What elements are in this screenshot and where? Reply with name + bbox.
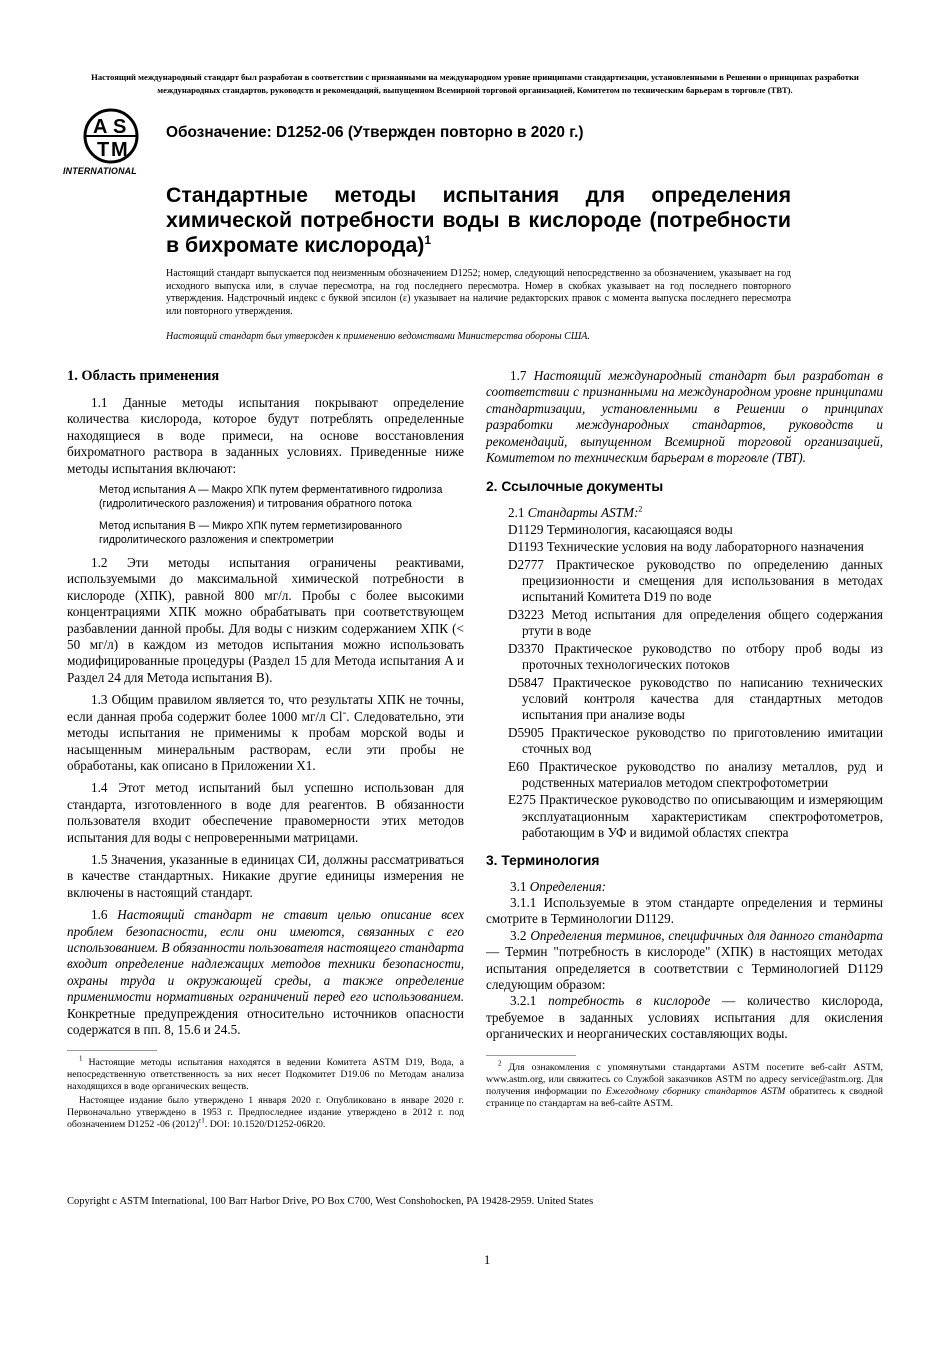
footnote-divider (67, 1050, 157, 1051)
standards-notice: Настоящий международный стандарт был разработан в соответствии с признанными на международном уровне принципами стандартизации, установленными в Решении о принципах разработки международных стандартов, руководств и рекомендаций, выпущенном Всемирной торговой организацией, Комитетом по техническим барьерам в торговле (ТВТ). (91, 72, 859, 95)
reference-item: D5905 Практическое руководство по приготовлению имитации сточных вод (508, 724, 883, 757)
paragraph-3-1 (486, 879, 883, 895)
svg-text:T: T (97, 139, 110, 161)
reference-item: D3223 Метод испытания для определения общего содержания ртути в воде (508, 606, 883, 639)
title-text: Стандартные методы испытания для определения химической потребности воды в кислороде (потребности в бихромате кислорода) (166, 183, 791, 257)
footnote-1-edition (67, 1095, 464, 1131)
paragraph-1-5: 1.5 Значения, указанные в единицах СИ, должны рассматриваться в качестве стандартных. Никакие другие единицы измерения не включены в настоящий стандарт. (67, 851, 464, 900)
footnote-2-italic: Ежегодному сборнику стандартов ASTM (605, 1085, 786, 1097)
paragraph-3-1-title: Определения: (529, 878, 606, 894)
section-1-heading: 1. Область применения (67, 368, 220, 384)
astm-logo (63, 106, 163, 178)
astm-logo-icon (63, 106, 159, 166)
reference-item: D1193 Технические условия на воду лабораторного назначения (508, 539, 864, 555)
left-column (67, 368, 464, 1133)
footnote-1 (67, 1057, 464, 1093)
footnote-1-doi: . DOI: 10.1520/D1252-06R20. (204, 1119, 326, 1131)
title-footnote-mark: 1 (424, 232, 432, 247)
paragraph-3-1-number: 3.1 (510, 878, 527, 894)
paragraph-3-2-1-number: 3.2.1 (510, 993, 537, 1009)
designation: Обозначение: D1252-06 (Утвержден повторно в 2020 г.) (166, 124, 584, 141)
logo-caption: INTERNATIONAL (63, 166, 137, 176)
paragraph-1-6-italic: Настоящий стандарт не ставит целью описание всех проблем безопасности, если они имеются, связанных с его использованием. В обязанности пользователя настоящего стандарта входит определение надлежащих методов техники безопасности, охраны труда и окружающей среды, а также определение применимости нормативных ограничений перед его использованием. (67, 907, 465, 1005)
subsection-2-1 (508, 505, 883, 521)
paragraph-1-6 (67, 907, 464, 1038)
paragraph-1-4: 1.4 Этот метод испытаний был успешно использован для стандарта, изготовленного в воде для реагентов. В обязанности пользователя входит обеспечение правомерности этих методов испытания для воды с непроверенными матрицами. (67, 780, 464, 845)
chloride-sup: - (342, 706, 347, 719)
paragraph-1-6-rest: Конкретные предупреждения относительно источников опасности содержатся в пп. 8, 15.6 и 24.5. (67, 1005, 464, 1037)
paragraph-3-2-1-term: потребность в кислороде (548, 993, 711, 1009)
section-2-heading: 2. Ссылочные документы (486, 479, 664, 495)
footnote-1-edition-text: Настоящее издание было утверждено 1 января 2020 г. Опубликовано в январе 2020 г. Первоначально утверждено в 1953 г. Предпоследнее издание утверждено в 2012 г. под обозначением D1252 -06 (2012) (67, 1095, 464, 1131)
footnote-2 (486, 1059, 884, 1110)
reference-item: D5847 Практическое руководство по написанию технических условий контроля качества для стандартных методов испытания при анализе воды (508, 674, 883, 723)
svg-text:S: S (113, 116, 127, 138)
paragraph-3-2-rest: — Термин "потребность в кислороде" (ХПК) в настоящих методах испытания определяется в соответствии с Терминологией D1129 следующим образом: (486, 944, 883, 992)
right-column (486, 368, 883, 1112)
svg-text:A: A (93, 116, 108, 138)
paragraph-1-7-italic: Настоящий международный стандарт был разработан в соответствии с признанными на международном уровне принципами стандартизации, установленными в Решении о принципах разработки международных стандартов, руководств и рекомендаций, выпущенном Всемирной торговой организацией, Комитетом по техническим барьерам в торговле (ТВТ). (486, 368, 883, 466)
paragraph-1-3 (67, 692, 464, 774)
subsection-2-1-title: Стандарты ASTM: (527, 505, 639, 521)
reference-list (508, 505, 883, 841)
epsilon-sup: ε1 (198, 1117, 205, 1126)
paragraph-1-3-text: 1.3 Общим правилом является то, что результаты ХПК не точны, если данная проба содержит более 1000 мг/л Cl (67, 692, 464, 724)
approval-note: Настоящий стандарт был утвержден к применению ведомствами Министерства обороны США. (166, 331, 590, 342)
reference-item: E60 Практическое руководство по анализу металлов, руд и родственных материалов методом спектрофотометрии (508, 758, 883, 790)
document-title (166, 183, 791, 258)
reference-item: E275 Практическое руководство по описывающим и измеряющим эксплуатационным характеристикам спектрофотометров, работающим в УФ и видимой областях спектра (508, 792, 883, 841)
reference-item: D3370 Практическое руководство по отбору проб воды из проточных технологических потоков (508, 640, 883, 673)
paragraph-3-2-number: 3.2 (510, 927, 527, 943)
intro-paragraph: Настоящий стандарт выпускается под неизменным обозначением D1252; номер, следующий непосредственно за обозначением, указывает на год исходного выпуска или, в случае пересмотра, на год последнего пересмотра. Номер в скобках указывает на год последнего повторного утверждения. Надстрочный индекс с буквой эпсилон (ε) указывает на наличие редакторских правок с момента выпуска последнего пересмотра или повторного утверждения. (166, 268, 791, 317)
paragraph-3-1-1: 3.1.1 Используемые в этом стандарте определения и термины смотрите в Терминологии D1129. (486, 894, 883, 927)
subsection-2-1-number: 2.1 (508, 505, 525, 521)
footnote-2-mark-ref: 2 (638, 505, 643, 515)
footnote-1-text: Настоящие методы испытания находятся в ведении Комитета ASTM D19, Вода, а непосредственную ответственность за них несет Подкомитет D19.06 по Методам анализа находящихся в воде органических веществ. (67, 1057, 464, 1093)
paragraph-1-7 (486, 368, 883, 466)
paragraph-3-2-1-definition: — количество кислорода, требуемое в заданных условиях испытания для окисления органических и неорганических составляющих воды. (486, 993, 883, 1042)
footnote-2-text: Для ознакомления с упомянутыми стандартами ASTM посетите веб-сайт ASTM, www.astm.org, или свяжитесь со Службой заказчиков ASTM по адресу service@astm.org. Для получения информации по (486, 1061, 884, 1097)
paragraph-1-7-number: 1.7 (510, 368, 527, 383)
copyright-line: Copyright с ASTM International, 100 Barr Harbor Drive, PO Box C700, West Conshohocken, PA 19428-2959. United States (67, 1196, 594, 1207)
footnote-1-mark: 1 (79, 1055, 83, 1064)
paragraph-1-3-text-end: . Следовательно, эти методы испытания не применимы к пробам морской воды и насыщенным минеральным растворам, если эти пробы не обработаны, как описано в Приложении X1. (67, 708, 464, 773)
paragraph-1-6-number: 1.6 (91, 907, 108, 923)
svg-text:M: M (111, 139, 128, 161)
footnote-divider (486, 1055, 576, 1056)
page-number: 1 (484, 1253, 491, 1267)
footnote-2-text-end: обратитесь к сводной странице по стандартам на веб-сайте ASTM. (486, 1085, 883, 1109)
reference-item: D1129 Терминология, касающаяся воды (508, 521, 733, 537)
paragraph-3-2-title: Определения терминов, специфичных для данного стандарта (530, 927, 884, 943)
paragraph-1-1: 1.1 Данные методы испытания покрывают определение количества кислорода, которое будут потреблять определенные находящиеся в воде примеси, на основе восстановления бихроматного раствора в заданных условиях. Приведенные ниже методы испытания включают: (67, 395, 464, 476)
section-3-heading: 3. Терминология (486, 852, 600, 868)
paragraph-1-2: 1.2 Эти методы испытания ограничены реактивами, используемыми до максимальной химической потребности в кислороде (ХПК), равной 800 мг/л. Пробы с более высокими концентрациями ХПК можно обрабатывать при соответствующем разбавлении данной пробы. Для воды с низким содержанием ХПК (< 50 мг/л) в каждом из методов испытания можно использовать модифицированные процедуры (Раздел 15 для Метода испытания A и Раздел 24 для Метода испытания B). (67, 555, 464, 685)
method-b: Метод испытания B — Микро ХПК путем герметизированного гидролитического разложения и спектрометрии (99, 520, 403, 547)
paragraph-3-2 (486, 928, 883, 994)
reference-item: D2777 Практическое руководство по определению данных прецизионности и смещения для использования в методах испытаний Комитета D19 по воде (508, 556, 883, 605)
paragraph-3-2-1 (486, 993, 883, 1042)
footnote-2-mark: 2 (498, 1059, 502, 1068)
method-a: Метод испытания A — Макро ХПК путем ферментативного гидролиза (гидролитического разложения) и титрования обратного потока (99, 484, 443, 511)
